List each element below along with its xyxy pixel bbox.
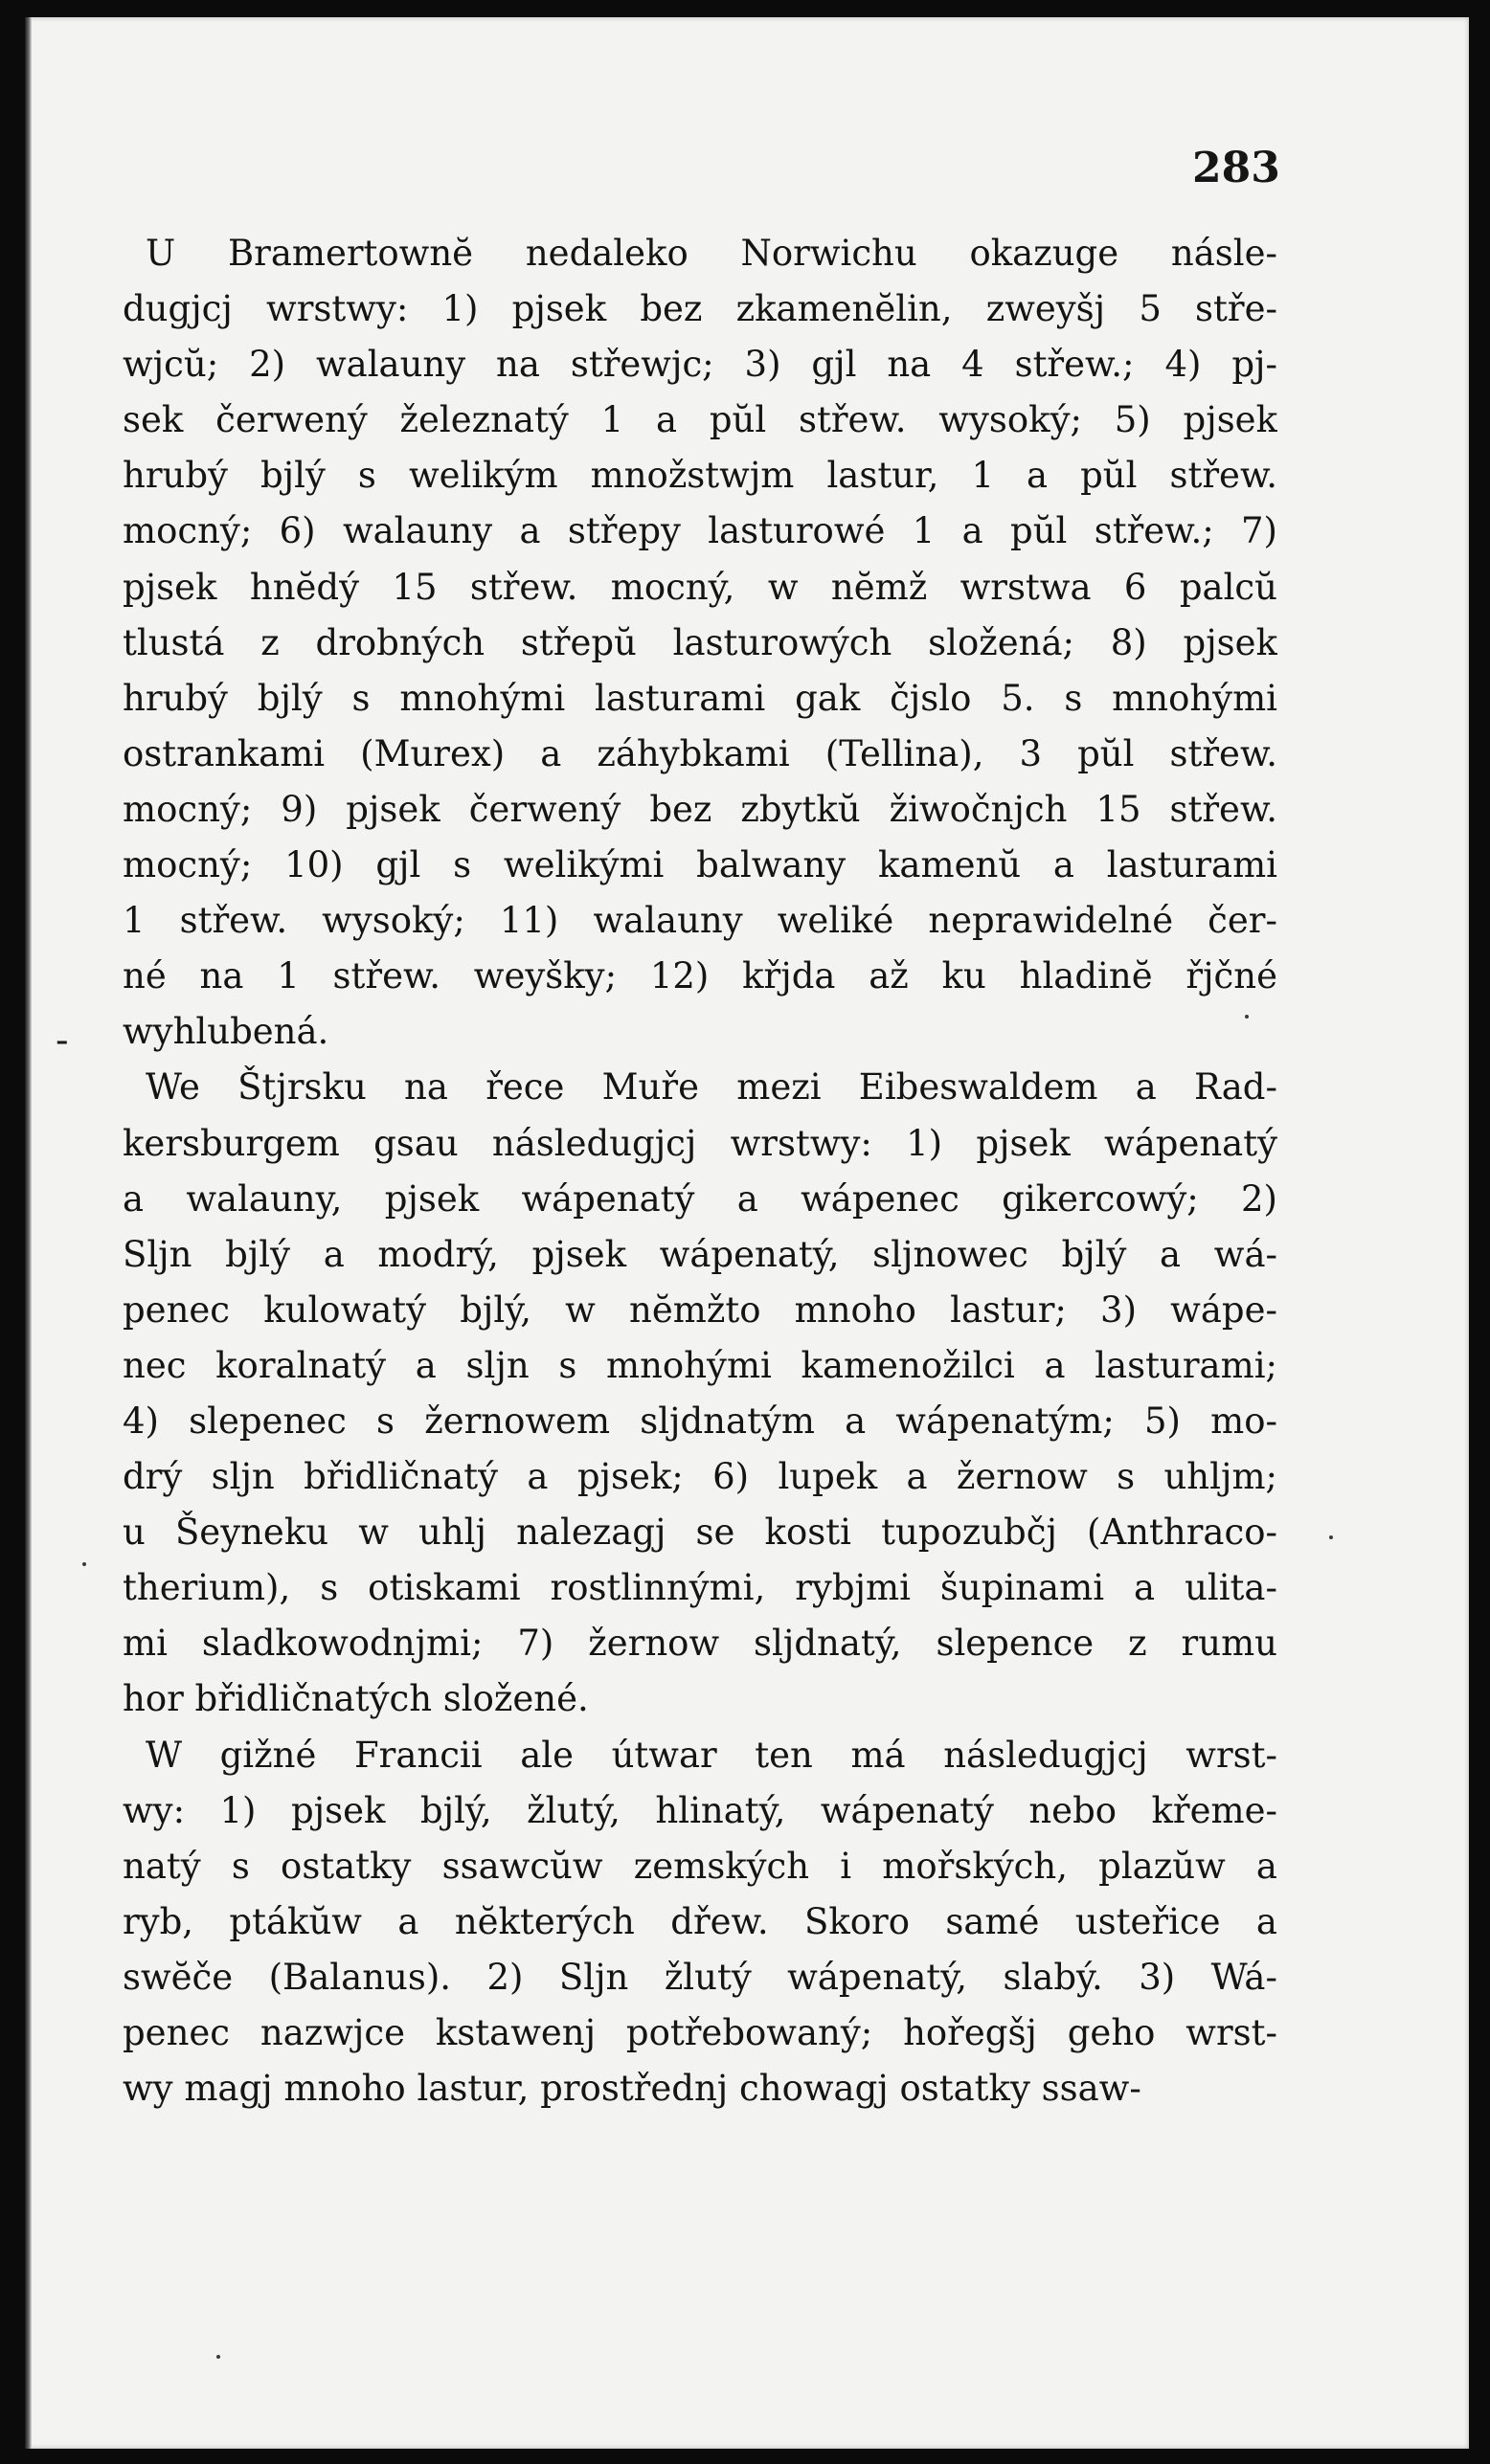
text-line: mocný; 6) walauny a střepy lasturowé 1 a pŭl střew.; 7) — [123, 510, 1277, 552]
text-line: swĕče (Balanus). 2) Sljn žlutý wápenatý, slabý. 3) Wá- — [123, 1956, 1277, 1998]
text-line: pjsek hnĕdý 15 střew. mocný, w nĕmž wrstwa 6 palcŭ — [123, 566, 1277, 608]
text-line: wjcŭ; 2) walauny na střewjc; 3) gjl na 4 střew.; 4) pj- — [123, 344, 1277, 386]
paragraph — [123, 226, 1277, 1060]
text-line: mocný; 10) gjl s welikými balwany kamenŭ a lasturami — [123, 844, 1277, 886]
page-binding-edge — [25, 17, 32, 2449]
text-line: 4) slepenec s žernowem sljdnatým a wápenatým; 5) mo- — [123, 1400, 1277, 1442]
paragraph — [123, 1060, 1277, 1727]
text-line: wyhlubená. — [123, 1011, 329, 1053]
text-line: wy: 1) pjsek bjlý, žlutý, hlinatý, wápenatý nebo křeme- — [123, 1789, 1277, 1831]
text-line: Sljn bjlý a modrý, pjsek wápenatý, sljnowec bjlý a wá- — [123, 1233, 1277, 1275]
text-line: therium), s otiskami rostlinnými, rybjmi šupinami a ulita- — [123, 1567, 1277, 1609]
text-line: u Šeyneku w uhlj nalezagj se kosti tupozubčj (Anthraco- — [123, 1512, 1277, 1554]
text-line: né na 1 střew. weyšky; 12) křjda až ku hladinĕ řjčné — [123, 955, 1277, 997]
text-line: hrubý bjlý s mnohými lasturami gak čjslo 5. s mnohými — [123, 677, 1277, 719]
text-line: hrubý bjlý s welikým množstwjm lastur, 1 a pŭl střew. — [123, 455, 1277, 497]
print-speck — [216, 2355, 220, 2359]
text-line: ryb, ptákŭw a nĕkterých dřew. Skoro samé usteřice a — [123, 1900, 1277, 1942]
text-line: penec nazwjce kstawenj potřebowaný; hořegšj geho wrst- — [123, 2012, 1277, 2053]
text-line: drý sljn břidličnatý a pjsek; 6) lupek a žernow s uhljm; — [123, 1456, 1277, 1498]
text-line: 1 střew. wysoký; 11) walauny weliké neprawidelné čer- — [123, 900, 1277, 942]
paragraph — [123, 1728, 1277, 2117]
text-line: natý s ostatky ssawcŭw zemských i mořských, plazŭw a — [123, 1845, 1277, 1887]
text-line: nec koralnatý a sljn s mnohými kamenožilci a lasturami; — [123, 1344, 1277, 1386]
text-line: penec kulowatý bjlý, w nĕmžto mnoho lastur; 3) wápe- — [123, 1288, 1277, 1331]
text-line: mi sladkowodnjmi; 7) žernow sljdnatý, slepence z rumu — [123, 1623, 1277, 1665]
print-speck — [1329, 1535, 1333, 1539]
text-line: kersburgem gsau následugjcj wrstwy: 1) pjsek wápenatý — [123, 1122, 1277, 1164]
text-line: wy magj mnoho lastur, prostřednj chowagj ostatky ssaw- — [123, 2068, 1141, 2110]
text-line: We Štjrsku na řece Muře mezi Eibeswaldem a Rad- — [146, 1066, 1277, 1109]
text-line: mocný; 9) pjsek čerwený bez zbytkŭ žiwočnjch 15 střew. — [123, 788, 1277, 830]
text-line: W gižné Francii ale útwar ten má následugjcj wrst- — [146, 1734, 1277, 1776]
text-line: dugjcj wrstwy: 1) pjsek bez zkamenĕlin, zweyšj 5 stře- — [123, 288, 1277, 330]
print-speck — [82, 1562, 86, 1566]
text-line: tlustá z drobných střepŭ lasturowých složená; 8) pjsek — [123, 621, 1277, 663]
body-text — [123, 226, 1277, 2117]
text-line: U Bramertownĕ nedaleko Norwichu okazuge násle- — [146, 233, 1277, 274]
text-line: hor břidličnatých složené. — [123, 1678, 589, 1720]
text-line: ostrankami (Murex) a záhybkami (Tellina), 3 pŭl střew. — [123, 732, 1277, 774]
page-number: 283 — [1192, 144, 1280, 192]
text-line: sek čerwený železnatý 1 a pŭl střew. wysoký; 5) pjsek — [123, 399, 1277, 441]
margin-mark: - — [56, 1019, 69, 1063]
text-line: a walauny, pjsek wápenatý a wápenec gikercowý; 2) — [123, 1177, 1277, 1220]
